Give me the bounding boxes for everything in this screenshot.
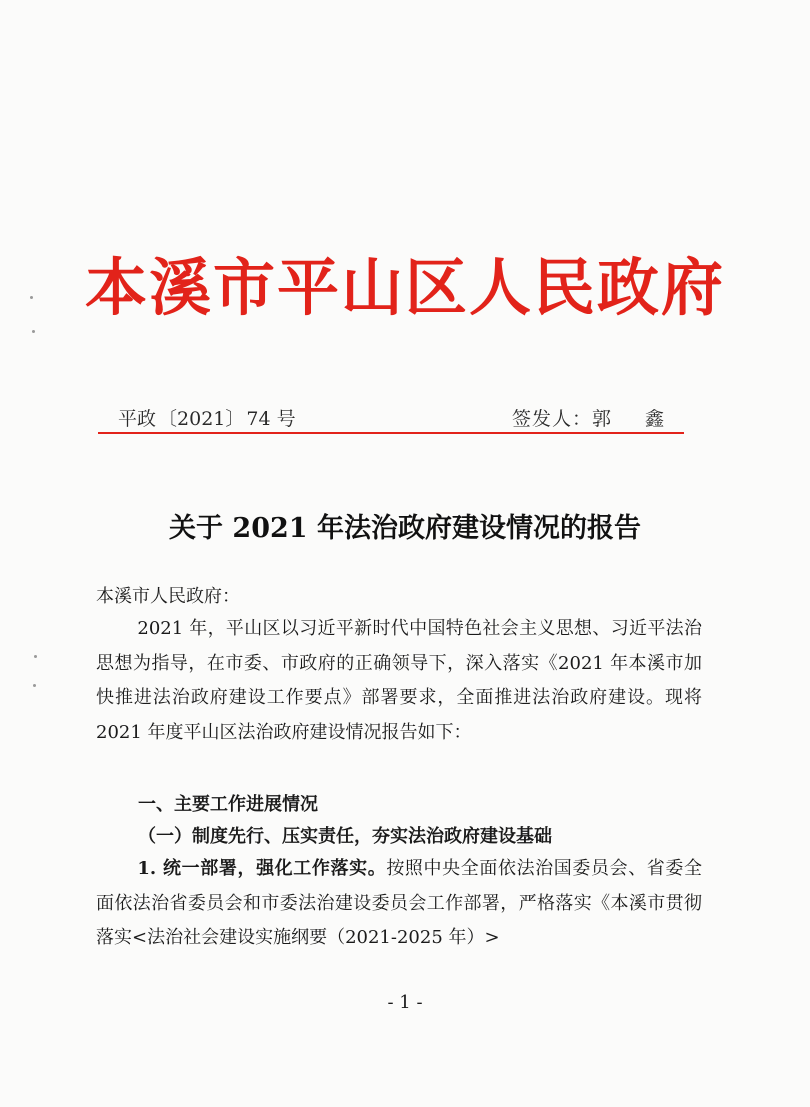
issuer-header: 本溪市平山区人民政府: [84, 251, 725, 324]
doc-prefix: 平政: [118, 408, 157, 430]
page-number: - 1 -: [387, 992, 423, 1013]
subsection-heading: （一）制度先行、压实责任，夯实法治政府建设基础: [138, 826, 552, 847]
signer: [512, 404, 678, 431]
item-body: 按照中央全面依法治国委员会、省委全面依法治省委员会和市委法治建设委员会工作部署，严格落实《本溪市贯彻落实<法治社会建设实施纲要（2021-2025 年）>: [96, 858, 703, 948]
section-heading: 一、主要工作进展情况: [138, 794, 318, 815]
signer-label: 签发人：: [512, 408, 593, 430]
scan-speck: [33, 684, 36, 687]
scan-speck: [32, 330, 35, 333]
scan-speck: [34, 655, 37, 658]
red-separator-line: [98, 432, 684, 434]
intro-paragraph: 2021 年，平山区以习近平新时代中国特色社会主义思想、习近平法治思想为指导，在市委、市政府的正确领导下，深入落实《2021 年本溪市加快推进法治政府建设工作要点》部署要求，全面推进法治政府建设。现将 2021 年度平山区法治政府建设情况报告如下：: [96, 618, 702, 743]
report-title: 关于 2021 年法治政府建设情况的报告: [169, 513, 641, 544]
document-number: [118, 404, 296, 431]
item-paragraph: [96, 852, 702, 956]
doc-year: 〔2021〕: [158, 408, 245, 430]
doc-no: 74 号: [246, 408, 296, 430]
addressee: 本溪市人民政府：: [96, 586, 240, 607]
item-title: 1. 统一部署，强化工作落实。: [137, 858, 387, 879]
signer-name: 郭 鑫: [592, 408, 679, 430]
